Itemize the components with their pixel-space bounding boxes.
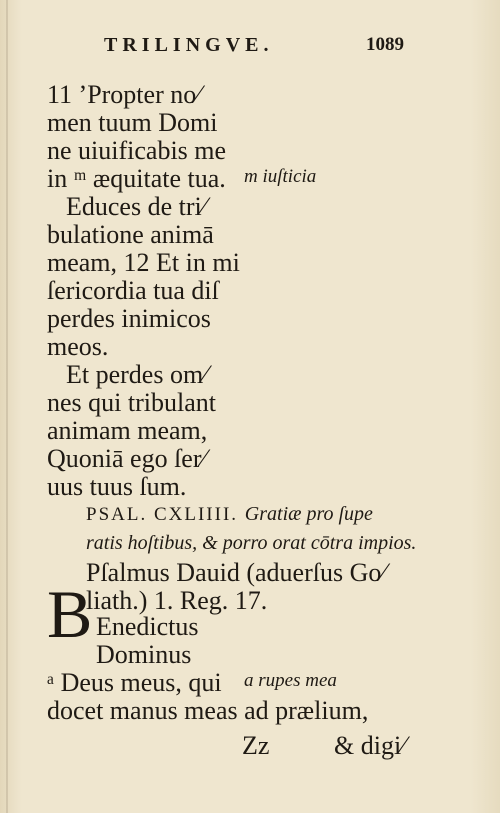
verse-line: men tuum Domi <box>47 108 218 137</box>
verse-line: meam, 12 Et in mi <box>47 248 240 277</box>
verse-line: ne uiuificabis me <box>47 136 227 165</box>
page-number: 1089 <box>366 34 404 55</box>
margin-note-m: m iuſticia <box>244 166 317 187</box>
margin-note-a: a rupes mea <box>244 670 337 691</box>
verse-line: docet manus meas ad prælium, <box>47 696 369 725</box>
drop-cap-initial: B <box>47 576 93 652</box>
verse-line: 11 ʼPropter no⁄ <box>47 80 201 109</box>
verse-line: in ᵐ æquitate tua. <box>47 164 226 193</box>
verse-line: perdes inimicos <box>47 304 211 333</box>
verse-line: Enedictus <box>96 612 199 641</box>
verse-line: Educes de tri⁄ <box>66 192 207 221</box>
verse-line: meos. <box>47 332 109 361</box>
signature-mark: Zz <box>242 731 270 760</box>
verse-line: ſericordia tua diſ <box>47 276 219 305</box>
verse-line: Dominus <box>96 640 192 669</box>
psalm-argument: Gratiæ pro ſupe <box>244 503 373 525</box>
running-title: TRILINGVE. <box>104 34 274 56</box>
verse-line: nes qui tribulant <box>47 388 216 417</box>
psalm-argument-cont: ratis hoſtibus, & porro orat cōtra impios. <box>86 532 417 554</box>
catchword: & digi⁄ <box>334 731 406 760</box>
verse-line: ᵃ Deus meus, qui <box>47 668 222 697</box>
verse-line: bulatione animā <box>47 220 214 249</box>
psalm-title-line: Pſalmus Dauid (aduerſus Go⁄ <box>86 558 386 587</box>
verse-line: Quoniā ego ſer⁄ <box>47 444 206 473</box>
psalm-title-line: liath.) 1. Reg. 17. <box>86 586 268 615</box>
verse-line: uus tuus ſum. <box>47 472 187 501</box>
page-gutter <box>6 0 8 813</box>
psalm-heading <box>86 503 373 526</box>
verse-line: animam meam, <box>47 416 208 445</box>
psalm-number: PSAL. CXLIIII. <box>86 504 239 525</box>
verse-line: Et perdes om⁄ <box>66 360 208 389</box>
